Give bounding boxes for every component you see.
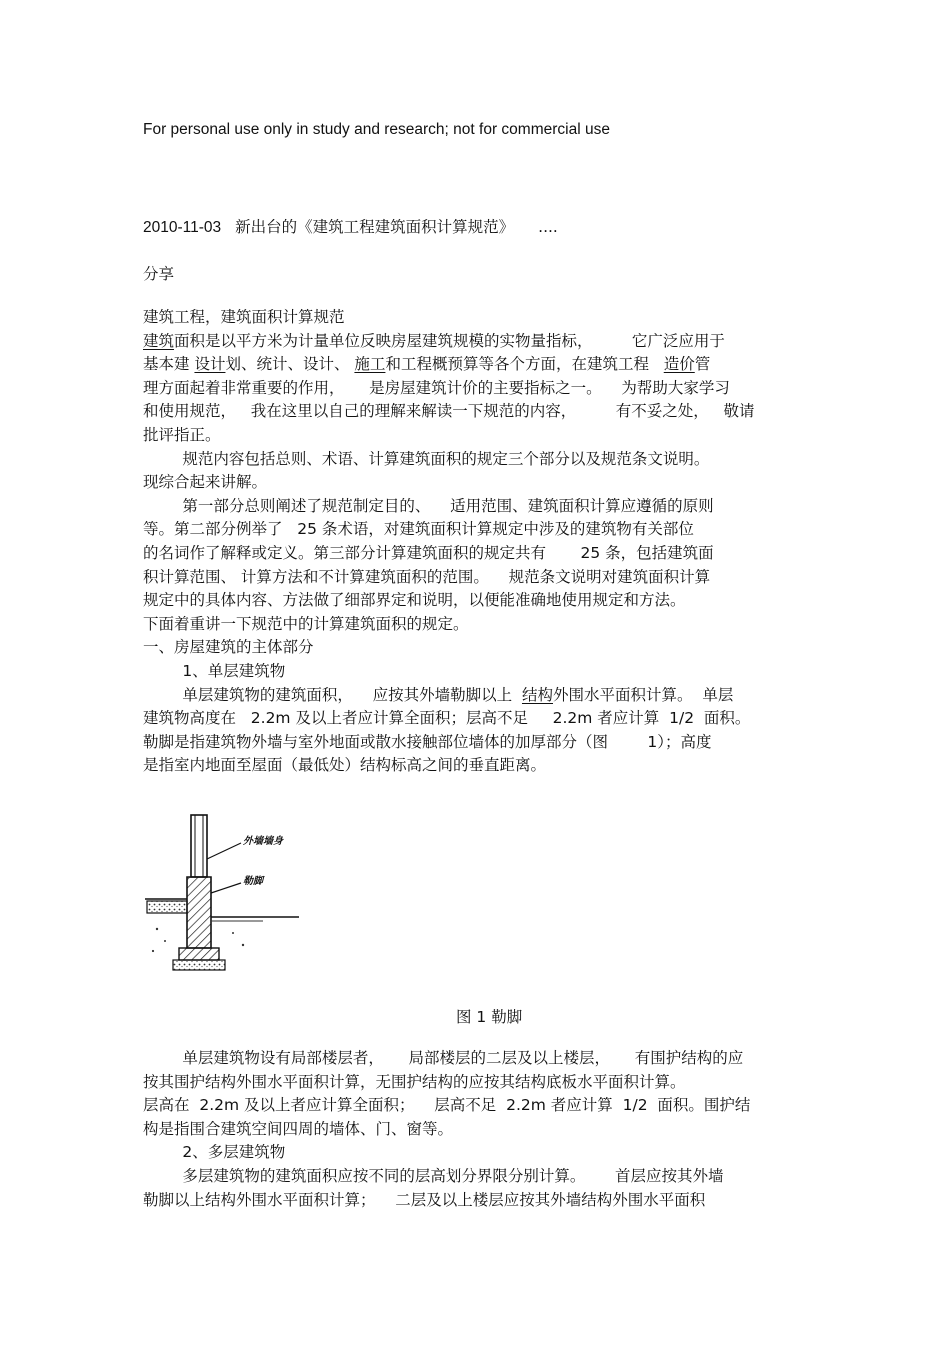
- paragraph-line: 单层建筑物设有局部楼层者， 局部楼层的二层及以上楼层， 有围护结构的应: [143, 1049, 744, 1067]
- paragraph-line: 积计算范围、 计算方法和不计算建筑面积的范围。 规范条文说明对建筑面积计算: [143, 567, 711, 586]
- paragraph-line: 建筑面积是以平方米为计量单位反映房屋建筑规模的实物量指标， 它广泛应用于: [143, 331, 725, 350]
- paragraph-line: 等。第二部分例举了 25 条术语，对建筑面积计算规定中涉及的建筑物有关部位: [143, 520, 694, 539]
- paragraph-line: 是指室内地面至屋面（最低处）结构标高之间的垂直距离。: [143, 756, 547, 775]
- keyword-link-structure[interactable]: 结构: [521, 685, 553, 704]
- subsection-heading: 1、单层建筑物: [143, 661, 286, 680]
- article-title: 新出台的《建筑工程建筑面积计算规范》: [235, 218, 515, 236]
- keyword-link-building[interactable]: 建筑: [143, 331, 175, 350]
- paragraph-line: 建筑物高度在 2.2m 及以上者应计算全面积；层高不足 2.2m 者应计算 1/2 面积。: [143, 709, 751, 728]
- title-ellipsis: ....: [538, 218, 558, 236]
- paragraph-line: 层高在 2.2m 及以上者应计算全面积； 层高不足 2.2m 者应计算 1/2 面积。围护结: [143, 1096, 751, 1115]
- paragraph-line: 和使用规范， 我在这里以自己的理解来解读一下规范的内容， 有不妥之处， 敬请: [143, 402, 755, 421]
- paragraph-line: 基本建 设计划、统计、设计、 施工和工程概预算等各个方面，在建筑工程 造价管: [143, 355, 711, 374]
- paragraph-line: 勒脚以上结构外围水平面积计算； 二层及以上楼层应按其外墙结构外围水平面积: [143, 1190, 706, 1209]
- subsection-heading: 一、房屋建筑的主体部分: [143, 638, 314, 657]
- keyword-link-cost[interactable]: 造价: [663, 355, 695, 374]
- article-body: [143, 306, 811, 778]
- plinth-label: 勒脚: [243, 876, 263, 887]
- paragraph-line: 理方面起着非常重要的作用， 是房屋建筑计价的主要指标之一。 为帮助大家学习: [143, 378, 730, 397]
- figure-caption: 图 1 勒脚: [456, 1008, 523, 1026]
- paragraph-line: 的名词作了解释或定义。第三部分计算建筑面积的规定共有 25 条，包括建筑面: [143, 543, 714, 562]
- share-link[interactable]: 分享: [143, 265, 175, 283]
- usage-notice: For personal use only in study and research; not for commercial use: [143, 121, 610, 138]
- section-heading: 建筑工程，建筑面积计算规范: [143, 308, 345, 326]
- paragraph-line: 构是指围合建筑空间四周的墙体、门、窗等。: [143, 1119, 454, 1138]
- paragraph-line: 勒脚是指建筑物外墙与室外地面或散水接触部位墙体的加厚部分（图 1）；高度: [143, 732, 712, 751]
- paragraph-line: 按其围护结构外围水平面积计算，无围护结构的应按其结构底板水平面积计算。: [143, 1072, 686, 1091]
- paragraph-line: 多层建筑物的建筑面积应按不同的层高划分界限分别计算。 首层应按其外墙: [143, 1166, 724, 1185]
- article-header: [143, 215, 558, 237]
- paragraph-line: 第一部分总则阐述了规范制定目的、 适用范围、建筑面积计算应遵循的原则: [143, 496, 714, 515]
- article-body-continued: [143, 1047, 811, 1212]
- paragraph-line: 下面着重讲一下规范中的计算建筑面积的规定。: [143, 614, 469, 633]
- paragraph-line: 规范内容包括总则、术语、计算建筑面积的规定三个部分以及规范条文说明。: [143, 449, 710, 468]
- wall-label: 外墙墙身: [243, 836, 283, 847]
- plinth-diagram: [143, 813, 303, 981]
- paragraph-line: 现综合起来讲解。: [143, 473, 268, 492]
- keyword-link-design[interactable]: 设计: [194, 355, 226, 374]
- article-date: 2010-11-03: [143, 219, 222, 236]
- paragraph-line: 批评指正。: [143, 425, 221, 444]
- paragraph-line: 单层建筑物的建筑面积， 应按其外墙勒脚以上 结构外围水平面积计算。 单层: [143, 685, 734, 704]
- keyword-link-construction[interactable]: 施工: [354, 355, 386, 374]
- subsection-heading: 2、多层建筑物: [143, 1143, 286, 1162]
- paragraph-line: 规定中的具体内容、方法做了细部界定和说明，以便能准确地使用规定和方法。: [143, 591, 686, 610]
